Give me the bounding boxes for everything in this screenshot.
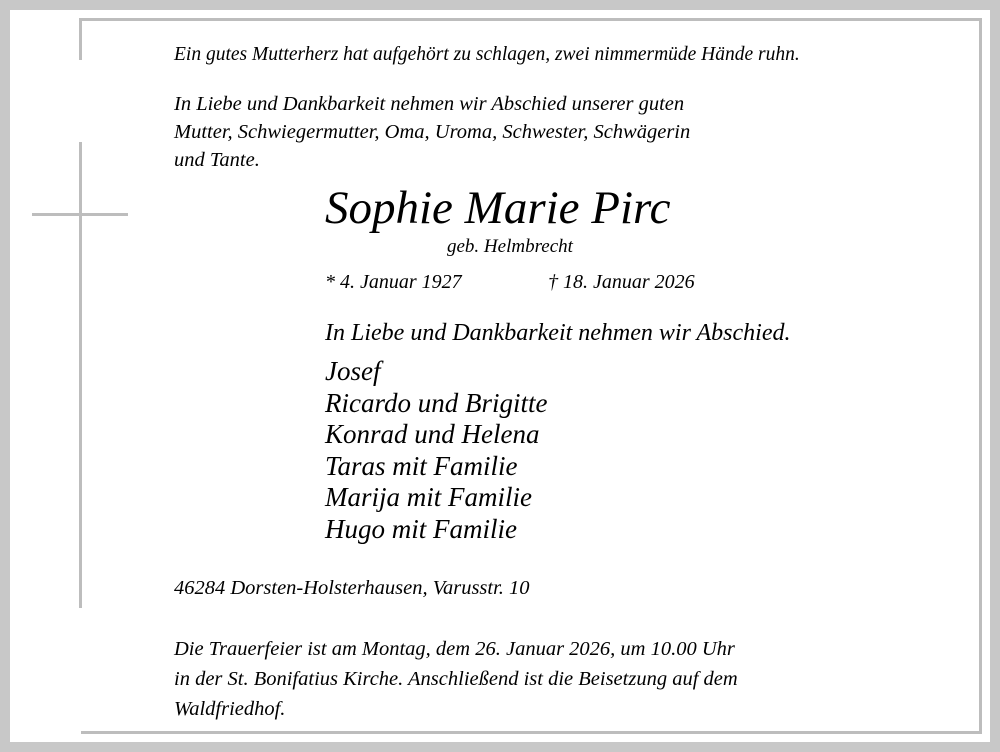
mourners-list bbox=[325, 356, 547, 546]
mourner-item: Ricardo und Brigitte bbox=[325, 387, 548, 418]
cross-vertical-bar bbox=[79, 142, 82, 608]
dedication-text: In Liebe und Dankbarkeit nehmen wir Abschied unserer guten Mutter, Schwiegermutter, Oma, Uroma, Schwester, Schwägerin und Tante. bbox=[174, 93, 691, 171]
intro-verse: Ein gutes Mutterherz hat aufgehört zu schlagen, zwei nimmermüde Hände ruhn. bbox=[174, 44, 800, 65]
mourner-item: Hugo mit Familie bbox=[325, 513, 517, 544]
mourner-item: Taras mit Familie bbox=[325, 450, 518, 481]
family-address: 46284 Dorsten-Holsterhausen, Varusstr. 10 bbox=[174, 577, 530, 599]
death-date: † 18. Januar 2026 bbox=[548, 271, 695, 293]
maiden-name: geb. Helmbrecht bbox=[447, 236, 573, 257]
mourner-item: Josef bbox=[325, 356, 381, 386]
farewell-line: In Liebe und Dankbarkeit nehmen wir Abschied. bbox=[325, 320, 791, 346]
cross-horizontal-bar bbox=[32, 213, 128, 216]
funeral-information: Die Trauerfeier ist am Montag, dem 26. Januar 2026, um 10.00 Uhr in der St. Bonifatius Kirche. Anschließend ist die Beisetzung auf dem Waldfriedhof. bbox=[174, 638, 738, 720]
frame-left-segment bbox=[79, 18, 82, 60]
birth-date: * 4. Januar 1927 bbox=[325, 271, 462, 293]
deceased-name: Sophie Marie Pirc bbox=[325, 182, 671, 234]
mourner-item: Konrad und Helena bbox=[325, 419, 540, 450]
mourner-item: Marija mit Familie bbox=[325, 482, 532, 513]
